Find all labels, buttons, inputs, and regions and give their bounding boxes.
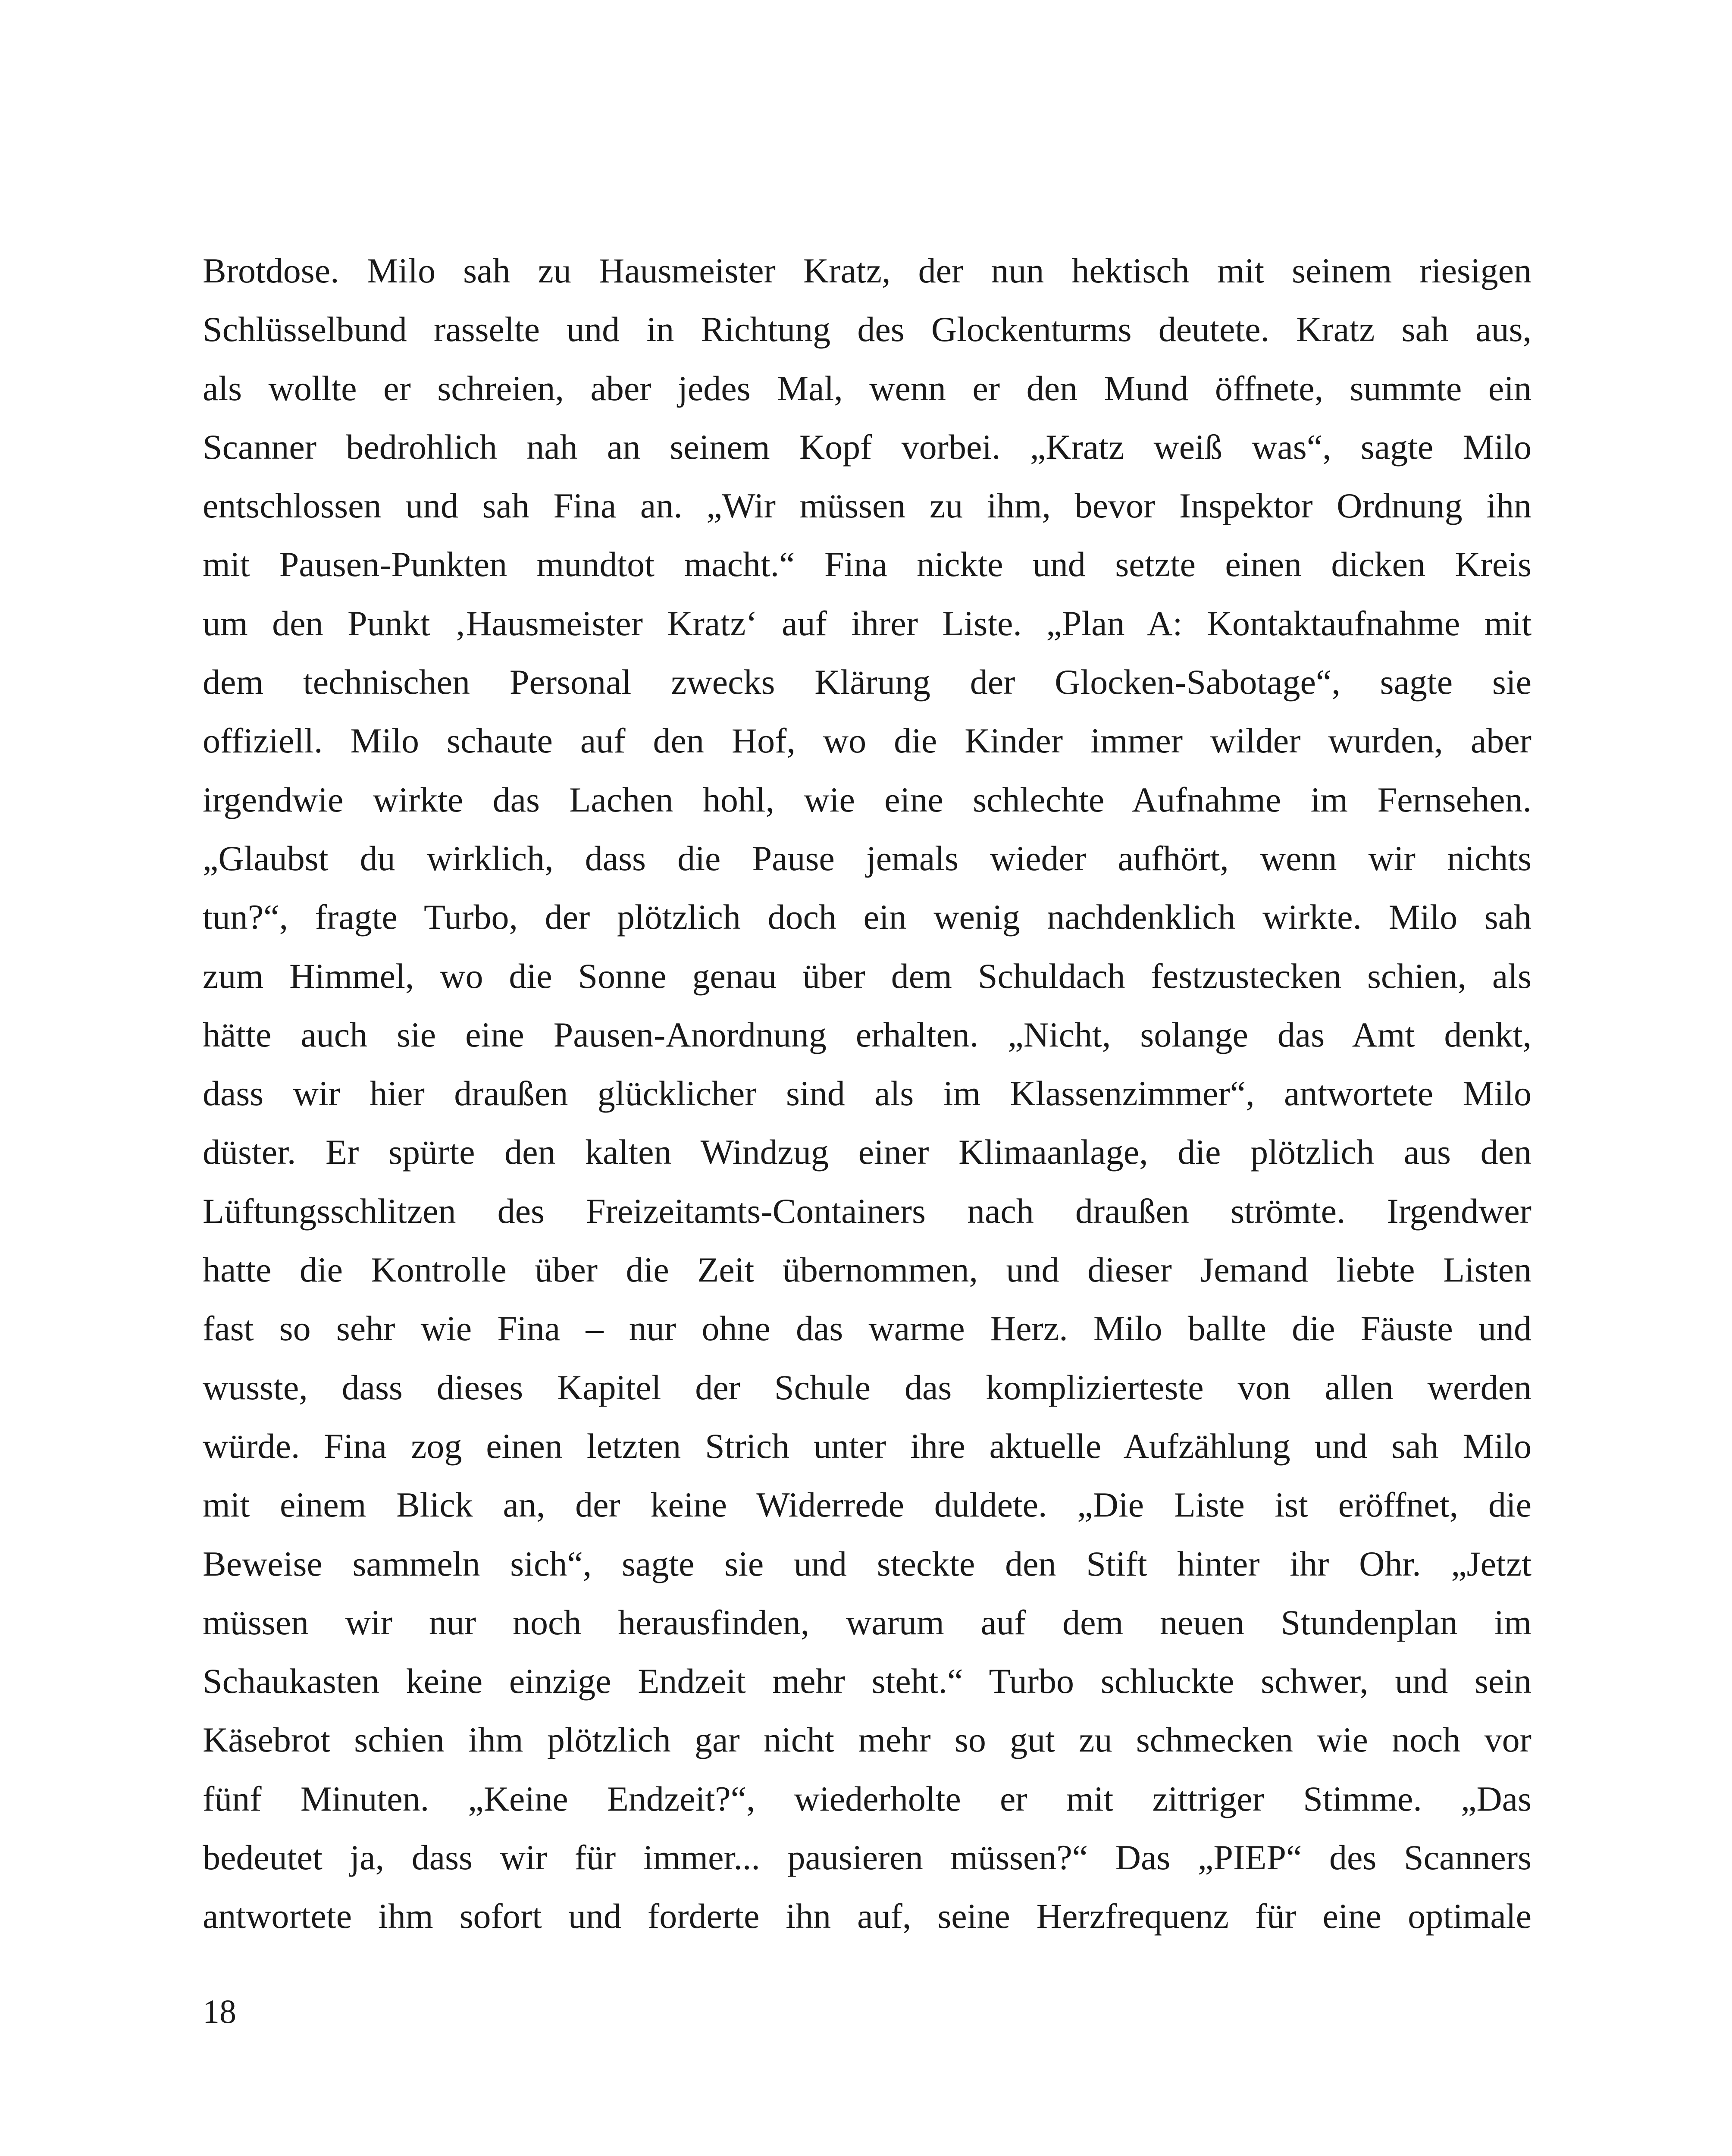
text-line: um den Punkt ‚Hausmeister Kratz‘ auf ihrer Liste. „Plan A: Kontaktaufnahme mit	[203, 603, 1532, 643]
text-line: düster. Er spürte den kalten Windzug einer Klimaanlage, die plötzlich aus den	[203, 1132, 1532, 1172]
page-number: 18	[203, 1993, 236, 2030]
text-line: bedeutet ja, dass wir für immer... pausieren müssen?“ Das „PIEP“ des Scanners	[203, 1838, 1532, 1877]
body-paragraph	[203, 241, 1532, 1946]
text-line: würde. Fina zog einen letzten Strich unter ihre aktuelle Aufzählung und sah Milo	[203, 1426, 1532, 1466]
text-line: mit einem Blick an, der keine Widerrede duldete. „Die Liste ist eröffnet, die	[203, 1485, 1532, 1525]
text-line: dass wir hier draußen glücklicher sind als im Klassenzimmer“, antwortete Milo	[203, 1074, 1532, 1113]
text-line: Schaukasten keine einzige Endzeit mehr steht.“ Turbo schluckte schwer, und sein	[203, 1661, 1532, 1701]
text-line: als wollte er schreien, aber jedes Mal, wenn er den Mund öffnete, summte ein	[203, 368, 1532, 408]
text-line: Scanner bedrohlich nah an seinem Kopf vorbei. „Kratz weiß was“, sagte Milo	[203, 427, 1532, 467]
text-line: tun?“, fragte Turbo, der plötzlich doch ein wenig nachdenklich wirkte. Milo sah	[203, 897, 1532, 937]
text-line: antwortete ihm sofort und forderte ihn auf, seine Herzfrequenz für eine optimale	[203, 1896, 1532, 1936]
text-line: hatte die Kontrolle über die Zeit übernommen, und dieser Jemand liebte Listen	[203, 1250, 1532, 1290]
text-line: müssen wir nur noch herausfinden, warum auf dem neuen Stundenplan im	[203, 1602, 1532, 1642]
text-line: irgendwie wirkte das Lachen hohl, wie eine schlechte Aufnahme im Fernsehen.	[203, 780, 1532, 819]
text-line: fast so sehr wie Fina – nur ohne das warme Herz. Milo ballte die Fäuste und	[203, 1309, 1532, 1348]
text-line: Lüftungsschlitzen des Freizeitamts-Containers nach draußen strömte. Irgendwer	[203, 1191, 1532, 1231]
text-line: wusste, dass dieses Kapitel der Schule das komplizierteste von allen werden	[203, 1367, 1532, 1407]
text-line: hätte auch sie eine Pausen-Anordnung erhalten. „Nicht, solange das Amt denkt,	[203, 1015, 1532, 1054]
text-line: mit Pausen-Punkten mundtot macht.“ Fina nickte und setzte einen dicken Kreis	[203, 545, 1532, 584]
text-line: offiziell. Milo schaute auf den Hof, wo die Kinder immer wilder wurden, aber	[203, 721, 1532, 761]
text-line: zum Himmel, wo die Sonne genau über dem Schuldach festzustecken schien, als	[203, 956, 1532, 996]
text-line: Brotdose. Milo sah zu Hausmeister Kratz, der nun hektisch mit seinem riesigen	[203, 251, 1532, 290]
text-line: Beweise sammeln sich“, sagte sie und steckte den Stift hinter ihr Ohr. „Jetzt	[203, 1544, 1532, 1583]
text-line: entschlossen und sah Fina an. „Wir müssen zu ihm, bevor Inspektor Ordnung ihn	[203, 486, 1532, 526]
text-line: Käsebrot schien ihm plötzlich gar nicht mehr so gut zu schmecken wie noch vor	[203, 1720, 1532, 1760]
text-line: „Glaubst du wirklich, dass die Pause jemals wieder aufhört, wenn wir nichts	[203, 838, 1532, 878]
text-line: Schlüsselbund rasselte und in Richtung des Glockenturms deutete. Kratz sah aus,	[203, 310, 1532, 349]
text-line: dem technischen Personal zwecks Klärung der Glocken-Sabotage“, sagte sie	[203, 662, 1532, 702]
text-line: fünf Minuten. „Keine Endzeit?“, wiederholte er mit zittriger Stimme. „Das	[203, 1779, 1532, 1818]
